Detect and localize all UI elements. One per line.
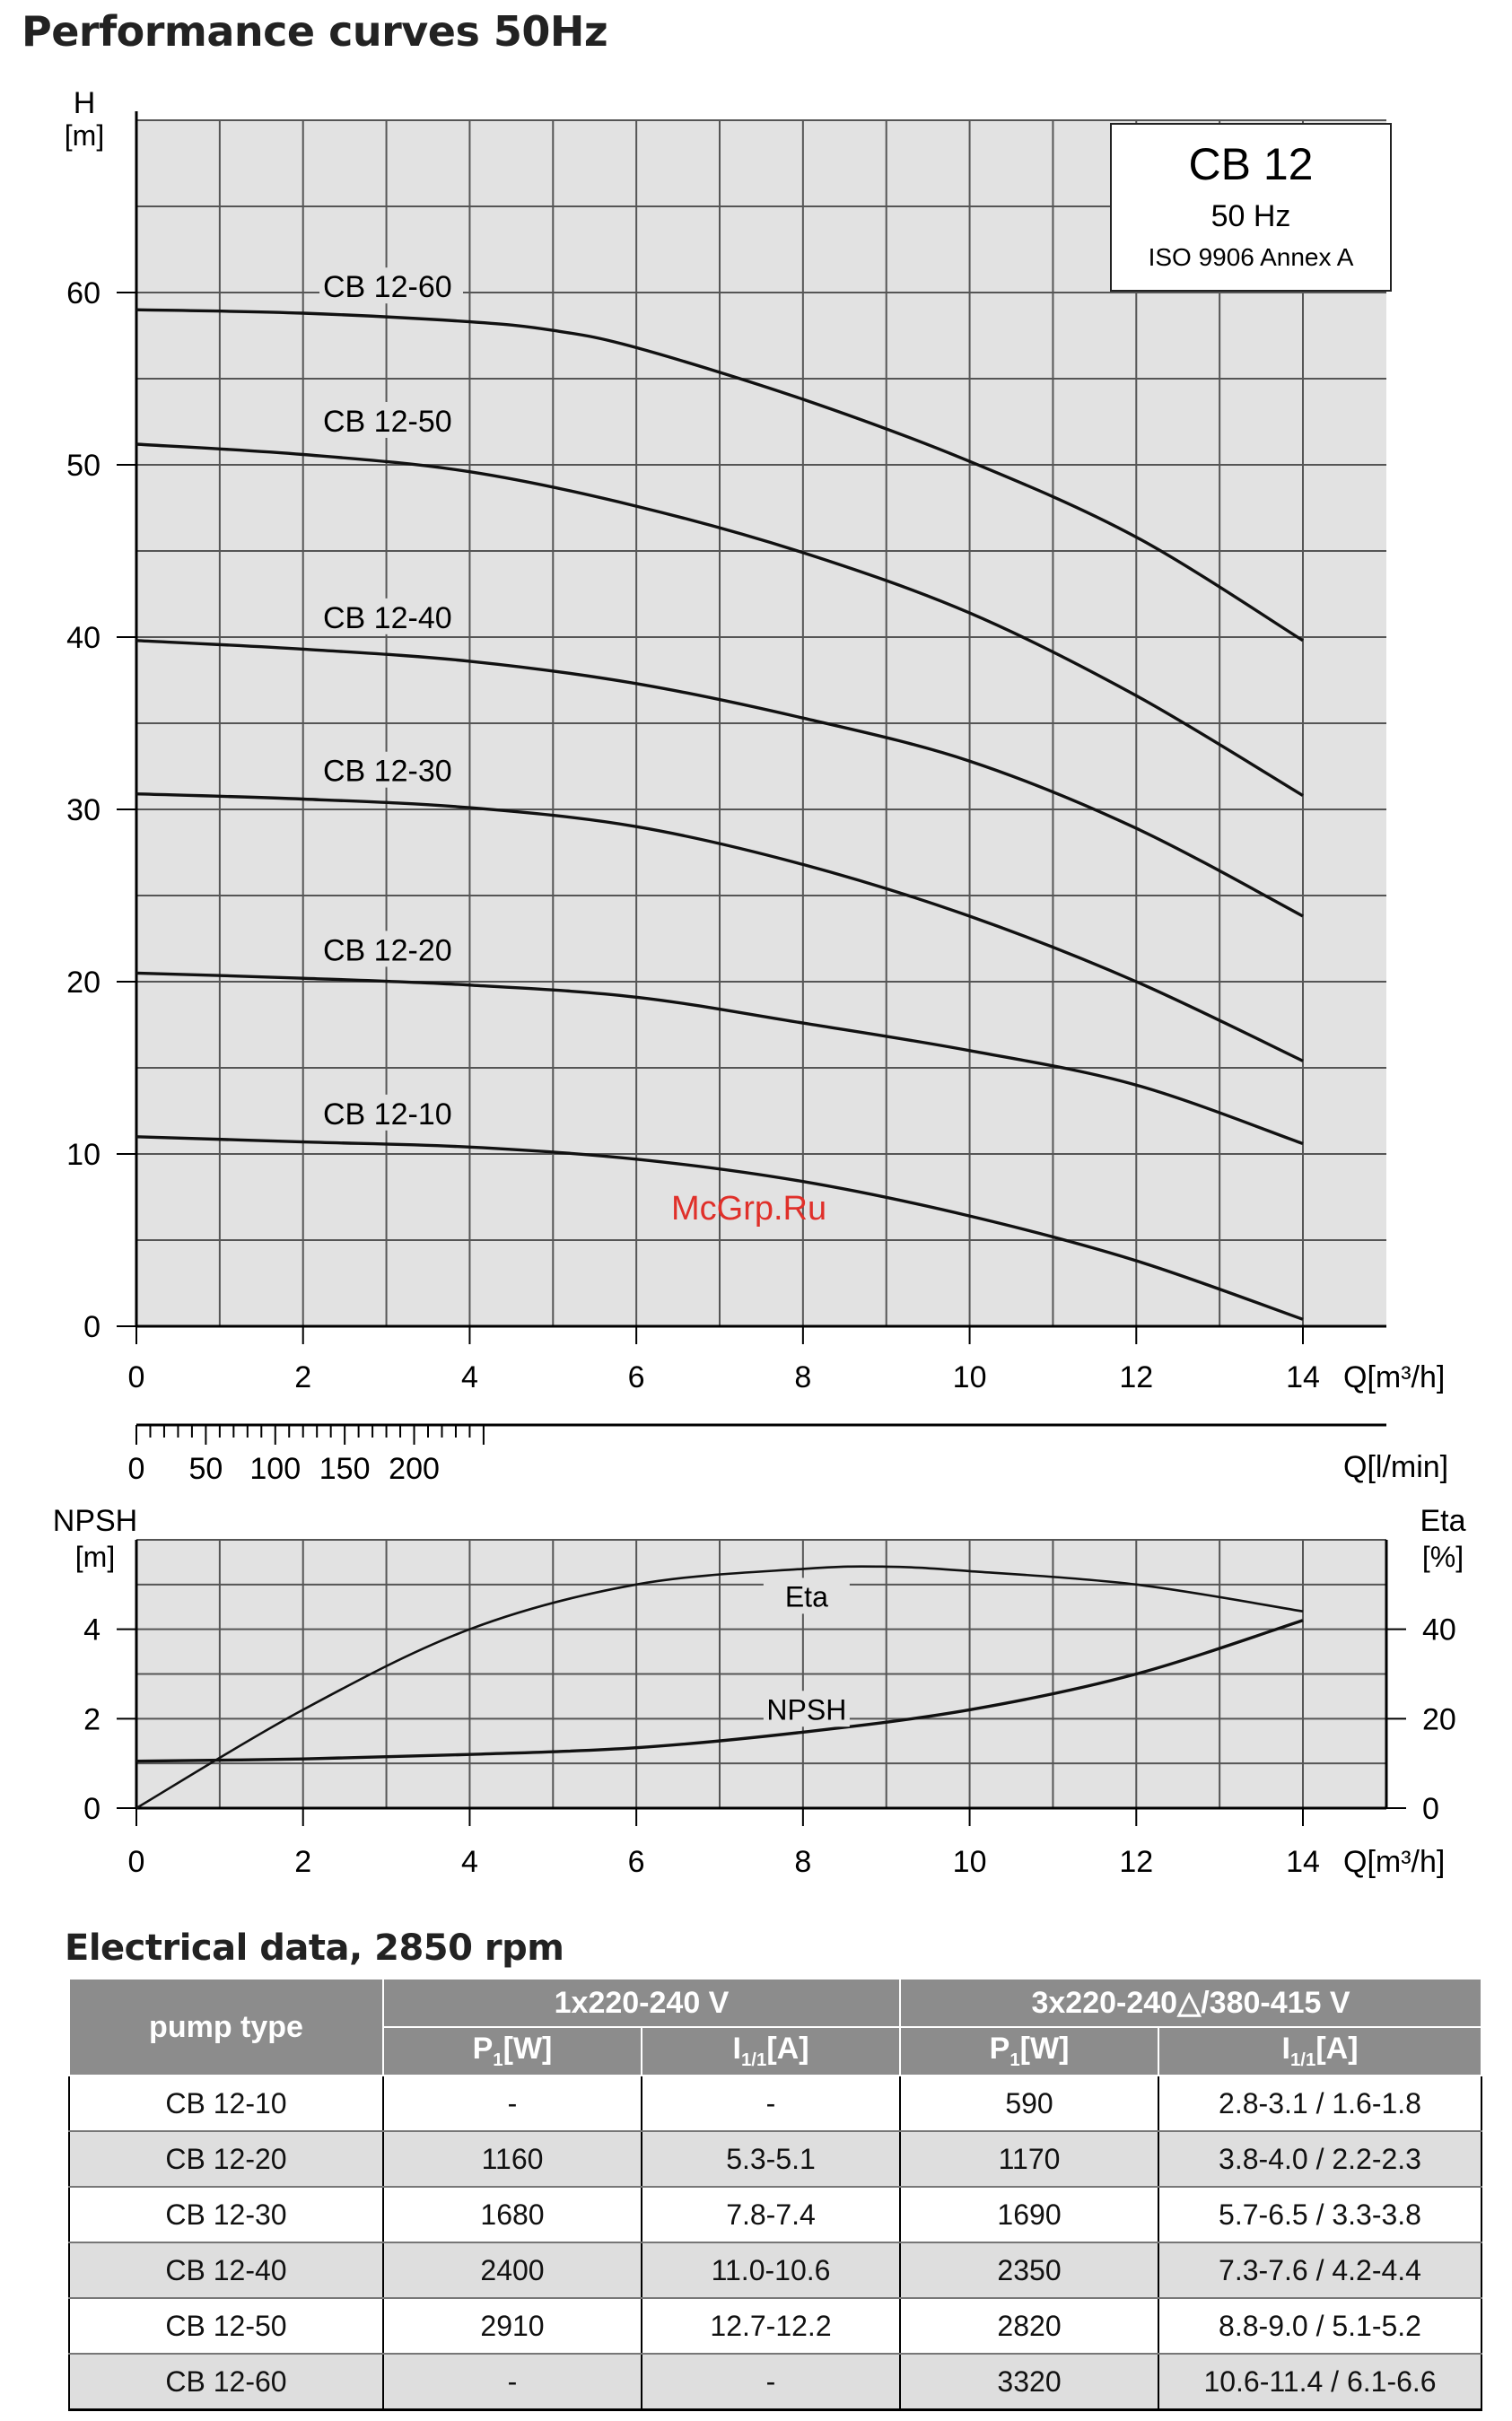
cell-pump-type: CB 12-50 <box>69 2298 383 2354</box>
cell-i-single: 7.8-7.4 <box>642 2187 900 2242</box>
cell-p1-single: - <box>383 2354 642 2410</box>
table-row <box>69 2187 1481 2242</box>
lmin-tick-label: 50 <box>188 1452 223 1486</box>
x-tick-label: 6 <box>627 1360 645 1394</box>
cell-i-three: 5.7-6.5 / 3.3-3.8 <box>1158 2187 1481 2242</box>
cell-pump-type: CB 12-10 <box>69 2076 383 2131</box>
cell-p1-three: 590 <box>900 2076 1158 2131</box>
header-p1-three: $P_1[W]$ <box>900 2027 1158 2076</box>
x-tick-label: 2 <box>294 1845 312 1879</box>
cell-pump-type: CB 12-60 <box>69 2354 383 2410</box>
eta-tick-label: 20 <box>1422 1702 1456 1737</box>
cell-p1-three: 2820 <box>900 2298 1158 2354</box>
header-i-single: $I_{1/1}[A]$ <box>642 2027 900 2076</box>
y-tick-label: 10 <box>66 1138 101 1172</box>
header-three-phase: 3x220-240△/380-415 V <box>900 1979 1481 2027</box>
npsh-tick-label: 2 <box>83 1702 101 1737</box>
table-row <box>69 2242 1481 2298</box>
eta-axis-label: Eta <box>1420 1504 1466 1538</box>
y-axis-label: H <box>73 86 96 120</box>
series-label: NPSH <box>766 1693 847 1726</box>
series-label: Eta <box>784 1580 828 1613</box>
y-tick-label: 0 <box>83 1310 101 1344</box>
npsh-tick-label: 4 <box>83 1613 101 1648</box>
cell-i-three: 8.8-9.0 / 5.1-5.2 <box>1158 2298 1481 2354</box>
cell-i-three: 7.3-7.6 / 4.2-4.4 <box>1158 2242 1481 2298</box>
cell-p1-single: - <box>383 2076 642 2131</box>
cell-i-single: 11.0-10.6 <box>642 2242 900 2298</box>
lmin-tick-label: 100 <box>249 1452 302 1486</box>
cell-i-single: 5.3-5.1 <box>642 2131 900 2187</box>
x-tick-label: 8 <box>794 1360 812 1394</box>
y-tick-label: 40 <box>66 621 101 655</box>
cell-pump-type: CB 12-30 <box>69 2187 383 2242</box>
x-axis-label: Q[m³/h] <box>1343 1845 1446 1879</box>
chart-info-box <box>1111 124 1391 291</box>
x-tick-label: 10 <box>952 1845 987 1879</box>
x-axis-label: Q[m³/h] <box>1343 1360 1446 1394</box>
table-row <box>69 2076 1481 2131</box>
cell-p1-three: 1170 <box>900 2131 1158 2187</box>
eta-tick-label: 0 <box>1422 1792 1439 1826</box>
cell-i-three: 10.6-11.4 / 6.1-6.6 <box>1158 2354 1481 2410</box>
x-tick-label: 4 <box>460 1360 478 1394</box>
table-row <box>69 2354 1481 2410</box>
x-tick-label: 14 <box>1286 1360 1320 1394</box>
npsh-tick-label: 0 <box>83 1792 101 1826</box>
cell-i-single: 12.7-12.2 <box>642 2298 900 2354</box>
electrical-data-title: Electrical data, 2850 rpm <box>65 1927 564 1969</box>
lmin-axis <box>128 1425 1449 1486</box>
y-tick-label: 60 <box>66 276 101 310</box>
watermark: McGrp.Ru <box>671 1190 827 1228</box>
cell-p1-three: 3320 <box>900 2354 1158 2410</box>
cell-pump-type: CB 12-20 <box>69 2131 383 2187</box>
eta-tick-label: 40 <box>1422 1613 1456 1648</box>
chart-subtitle: 50 Hz <box>1210 199 1291 233</box>
y-tick-label: 30 <box>66 793 101 827</box>
cell-p1-single: 1160 <box>383 2131 642 2187</box>
series-label: CB 12-20 <box>323 933 452 968</box>
series-label: CB 12-40 <box>323 600 452 635</box>
electrical-data-table <box>68 1978 1482 2411</box>
cell-i-three: 3.8-4.0 / 2.2-2.3 <box>1158 2131 1481 2187</box>
table-row <box>69 2298 1481 2354</box>
series-label: CB 12-50 <box>323 404 452 439</box>
cell-p1-three: 1690 <box>900 2187 1158 2242</box>
lmin-axis-label: Q[l/min] <box>1343 1450 1449 1484</box>
y-tick-label: 50 <box>66 449 101 483</box>
cell-p1-single: 2400 <box>383 2242 642 2298</box>
cell-p1-single: 1680 <box>383 2187 642 2242</box>
cell-pump-type: CB 12-40 <box>69 2242 383 2298</box>
page-title: Performance curves 50Hz <box>22 7 608 56</box>
lmin-tick-label: 200 <box>389 1452 440 1486</box>
x-tick-label: 12 <box>1119 1360 1154 1394</box>
x-tick-label: 0 <box>127 1360 145 1394</box>
series-label: CB 12-60 <box>323 270 452 305</box>
lmin-tick-label: 0 <box>127 1452 145 1486</box>
lmin-tick-label: 150 <box>319 1452 371 1486</box>
cell-i-three: 2.8-3.1 / 1.6-1.8 <box>1158 2076 1481 2131</box>
header-p1-single: $P_1[W]$ <box>383 2027 642 2076</box>
series-label: CB 12-10 <box>323 1097 452 1132</box>
x-tick-label: 2 <box>294 1360 312 1394</box>
npsh-axis-label: NPSH <box>52 1504 138 1538</box>
x-tick-label: 12 <box>1119 1845 1154 1879</box>
chart-title: CB 12 <box>1188 139 1314 189</box>
npsh-axis-unit: [m] <box>74 1541 116 1573</box>
x-tick-label: 8 <box>794 1845 812 1879</box>
header-pump-type: pump type <box>69 1979 383 2076</box>
cell-i-single: - <box>642 2076 900 2131</box>
x-tick-label: 6 <box>627 1845 645 1879</box>
x-tick-label: 0 <box>127 1845 145 1879</box>
chart-standard: ISO 9906 Annex A <box>1148 243 1354 271</box>
header-i-three: $I_{1/1}[A]$ <box>1158 2027 1481 2076</box>
x-tick-label: 4 <box>460 1845 478 1879</box>
y-axis-unit: [m] <box>64 119 105 152</box>
series-label: CB 12-30 <box>323 754 452 789</box>
cell-p1-single: 2910 <box>383 2298 642 2354</box>
eta-axis-unit: [%] <box>1421 1541 1464 1573</box>
table-row <box>69 2131 1481 2187</box>
x-tick-label: 10 <box>952 1360 987 1394</box>
cell-i-single: - <box>642 2354 900 2410</box>
x-tick-label: 14 <box>1286 1845 1320 1879</box>
y-tick-label: 20 <box>66 966 101 1000</box>
cell-p1-three: 2350 <box>900 2242 1158 2298</box>
npsh-chart-grid <box>136 1540 1386 1808</box>
header-single-phase: 1x220-240 V <box>383 1979 900 2027</box>
